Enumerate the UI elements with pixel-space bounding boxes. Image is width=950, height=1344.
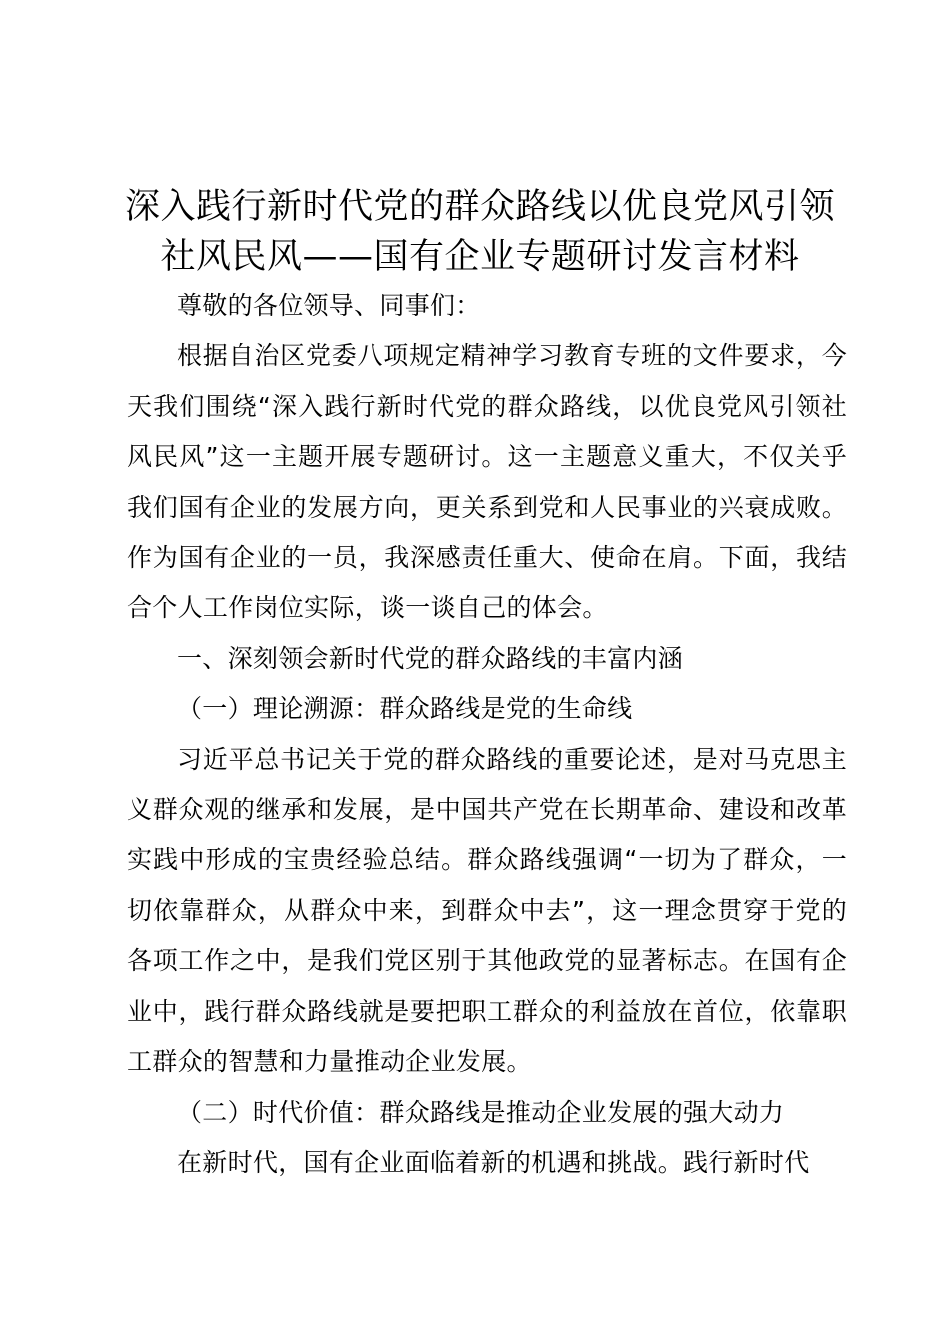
document-body [127, 281, 847, 1188]
salutation: 尊敬的各位领导、同事们： [177, 291, 481, 320]
document-title-line-2: 社风民风——国有企业专题研讨发言材料 [160, 237, 800, 277]
intro-paragraph: 根据自治区党委八项规定精神学习教育专班的文件要求，今天我们围绕“深入践行新时代党的群众路线，以优良党风引领社风民风”这一主题开展专题研讨。这一主题意义重大，不仅关乎我们国有企业的发展方向，更关系到党和人民事业的兴衰成败。作为国有企业的一员，我深感责任重大、使命在肩。下面，我结合个人工作岗位实际，谈一谈自己的体会。 [127, 341, 847, 623]
subsection-1-heading: （一）理论溯源：群众路线是党的生命线 [177, 694, 633, 724]
section-1-heading: 一、深刻领会新时代党的群众路线的丰富内涵 [177, 643, 684, 673]
document-title-line-1: 深入践行新时代党的群众路线以优良党风引领 [124, 187, 835, 227]
subsection-1-paragraph: 习近平总书记关于党的群众路线的重要论述，是对马克思主义群众观的继承和发展，是中国共产党在长期革命、建设和改革实践中形成的宝贵经验总结。群众路线强调“一切为了群众，一切依靠群众，从群众中来，到群众中去”，这一理念贯穿于党的各项工作之中，是我们党区别于其他政党的显著标志。在国有企业中，践行群众路线就是要把职工群众的利益放在首位，依靠职工群众的智慧和力量推动企业发展。 [127, 744, 847, 1077]
subsection-2-paragraph: 在新时代，国有企业面临着新的机遇和挑战。践行新时代 [177, 1147, 810, 1177]
subsection-2-heading: （二）时代价值：群众路线是推动企业发展的强大动力 [177, 1097, 785, 1127]
